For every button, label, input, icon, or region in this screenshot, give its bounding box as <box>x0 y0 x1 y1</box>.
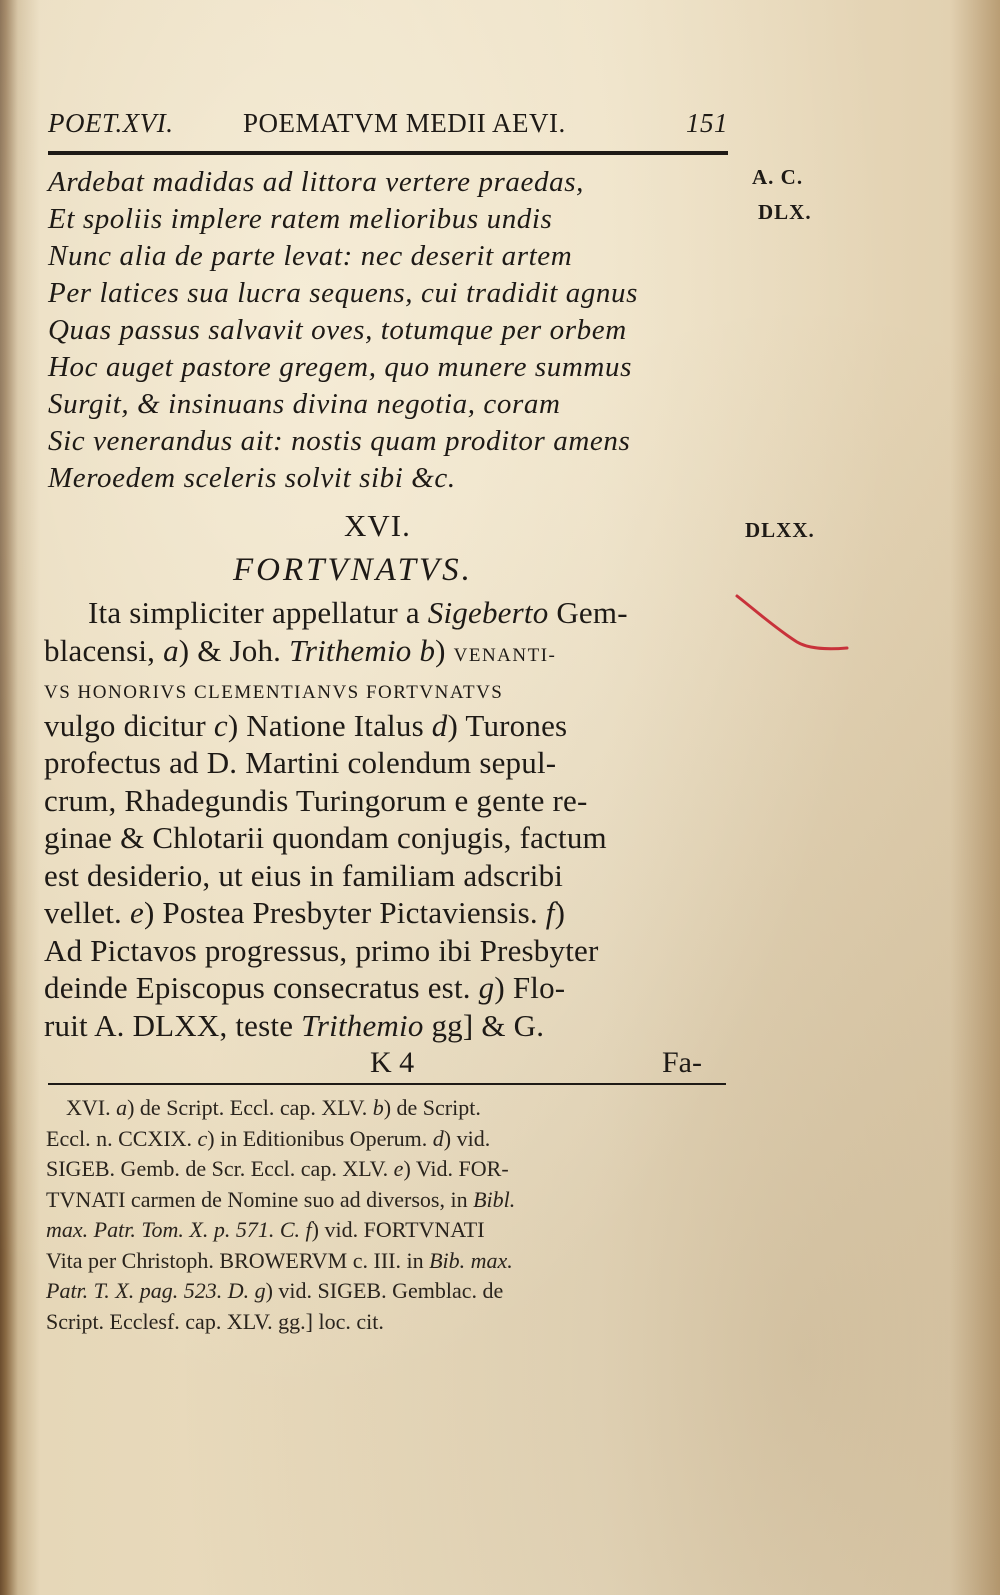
text: Ita simpliciter appellatur a <box>88 595 428 630</box>
footnote-ref: a <box>116 1095 128 1120</box>
margin-note-year: DLX. <box>758 200 812 224</box>
text: deinde Episcopus consecratus est. <box>44 970 479 1005</box>
text: ) <box>435 632 454 668</box>
catchword: Fa- <box>662 1046 702 1079</box>
text: VENANTI- <box>453 644 557 666</box>
footnote-line <box>46 1093 736 1124</box>
text: ) vid. <box>443 1125 491 1151</box>
text: Vita per Christoph. BROWERVM c. III. in <box>46 1247 430 1273</box>
poem-line: Et spoliis implere ratem melioribus undis <box>48 203 553 235</box>
poem-block <box>48 164 738 497</box>
text: Sigeberto <box>427 595 549 630</box>
text: ) vid. SIGEB. Gemblac. de <box>265 1278 504 1303</box>
section-title: FORTVNATVS. <box>233 552 473 588</box>
text: gg] & G. <box>423 1007 545 1043</box>
text: Eccl. n. CCXIX. <box>46 1125 198 1151</box>
text: max. Patr. Tom. X. p. 571. C. <box>46 1217 306 1242</box>
poem-line: Quas passus salvavit oves, totumque per orbem <box>48 314 627 346</box>
text: vellet. <box>44 895 130 930</box>
footnote-rule <box>48 1083 726 1085</box>
text: Bib. max. <box>429 1247 513 1273</box>
footnote-line <box>46 1246 736 1277</box>
text: ) de Script. <box>383 1095 481 1120</box>
footnote-ref: g <box>478 970 495 1005</box>
text: ) de Script. Eccl. cap. XLV. <box>127 1095 373 1120</box>
text: SIGEB. Gemb. de Scr. Eccl. cap. XLV. <box>46 1156 394 1181</box>
text: TVNATI carmen de Nomine suo ad diversos, in <box>46 1186 474 1212</box>
text: ) Turones <box>447 707 568 743</box>
text: ) & Joh. <box>178 632 290 668</box>
footnote-ref: g <box>254 1278 266 1303</box>
red-pencil-mark <box>735 590 855 660</box>
text: ) Postea Presbyter Pictaviensis. <box>143 895 546 930</box>
text: ) Flo- <box>494 970 566 1005</box>
text: Gem- <box>548 595 628 630</box>
text: vulgo dicitur <box>44 707 214 743</box>
footnote-line <box>46 1185 736 1216</box>
poem-line: Hoc auget pastore gregem, quo munere summus <box>48 351 632 383</box>
prose-line: est desiderio, ut eius in familiam adscribi <box>44 857 564 893</box>
footnote-ref: c <box>213 707 228 743</box>
prose-line <box>44 707 734 745</box>
footnote-line: Script. Ecclesf. cap. XLV. gg.] loc. cit. <box>46 1308 384 1334</box>
text: ) vid. FORTVNATI <box>311 1217 485 1242</box>
footnote-ref: a <box>163 632 179 668</box>
prose-line <box>44 1007 734 1045</box>
footnotes-block <box>46 1093 736 1337</box>
footnote-line <box>46 1154 736 1185</box>
footnote-ref: f <box>305 1217 312 1242</box>
footnote-ref: b <box>419 632 436 668</box>
footnote-line <box>46 1215 736 1246</box>
poem-line: Surgit, & insinuans divina negotia, coram <box>48 388 561 420</box>
poem-line: Per latices sua lucra sequens, cui tradidit agnus <box>48 277 639 309</box>
prose-line <box>44 669 734 707</box>
text: XVI. <box>66 1095 117 1120</box>
prose-block <box>44 594 734 1044</box>
footnote-ref: d <box>432 1125 444 1151</box>
text: blacensi, <box>44 632 164 668</box>
prose-line: profectus ad D. Martini colendum sepul- <box>44 745 557 780</box>
poem-line: Meroedem sceleris solvit sibi &c. <box>48 462 456 494</box>
prose-line: Ad Pictavos progressus, primo ibi Presbyter <box>44 932 599 968</box>
footnote-ref: d <box>431 707 448 743</box>
running-header <box>48 108 728 142</box>
poem-line: Ardebat madidas ad littora vertere praedas, <box>48 166 584 198</box>
header-rule <box>48 151 728 155</box>
text: ) Vid. FOR- <box>403 1156 509 1181</box>
prose-line <box>44 969 734 1007</box>
footnote-line <box>46 1276 736 1307</box>
prose-line <box>44 594 734 632</box>
section-number: XVI. <box>344 508 411 543</box>
footnote-ref: f <box>545 895 555 930</box>
header-title: POEMATVM MEDII AEVI. <box>243 108 566 138</box>
header-section-label: POET.XVI. <box>48 108 174 138</box>
text: VS HONORIVS CLEMENTIANVS FORTVNATVS <box>44 682 504 703</box>
page-number: 151 <box>686 108 728 138</box>
text: ) in Editionibus Operum. <box>207 1125 433 1151</box>
footnote-ref: c <box>197 1125 208 1151</box>
signature-mark: K 4 <box>370 1046 415 1079</box>
prose-line <box>44 632 734 670</box>
text: Trithemio <box>289 632 412 668</box>
margin-note-year-label: A. C. <box>752 165 804 189</box>
prose-line <box>44 894 734 932</box>
text: ruit A. DLXX, teste <box>44 1007 302 1043</box>
footnote-ref: e <box>393 1156 404 1181</box>
poem-line: Sic venerandus ait: nostis quam proditor amens <box>48 425 631 457</box>
prose-line: ginae & Chlotarii quondam conjugis, factum <box>44 820 607 855</box>
footnote-ref: e <box>129 895 144 930</box>
prose-line: crum, Rhadegundis Turingorum e gente re- <box>44 782 588 818</box>
text: ) <box>554 895 566 930</box>
text: Patr. T. X. pag. 523. D. <box>46 1278 255 1303</box>
text: Trithemio <box>301 1007 424 1043</box>
margin-note-section-year: DLXX. <box>745 518 815 542</box>
poem-line: Nunc alia de parte levat: nec deserit artem <box>48 240 573 272</box>
footnote-ref: b <box>372 1095 384 1120</box>
text: ) Natione Italus <box>227 707 432 743</box>
text: Bibl. <box>473 1186 516 1212</box>
footnote-line <box>46 1124 736 1155</box>
